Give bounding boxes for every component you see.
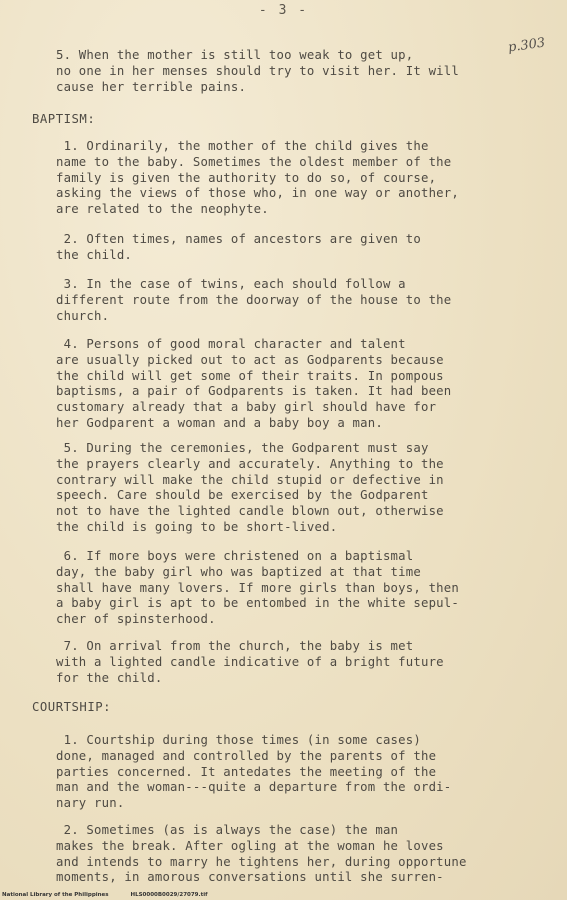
baptism-paragraph-4: 4. Persons of good moral character and talent are usually picked out to act as Godparents because the child will get some of their traits. In pompous baptisms, a pair of Godparents is taken. It had been customary already that a baby girl should have for her Godparent a woman and a baby boy a man. <box>56 337 452 430</box>
footer-library: National Library of the Philippines <box>2 892 109 898</box>
baptism-paragraph-7: 7. On arrival from the church, the baby is met with a lighted candle indicative of a bright future for the child. <box>56 639 444 685</box>
intro-paragraph-5: 5. When the mother is still too weak to get up, no one in her menses should try to visit her. It will cause her terrible pains. <box>56 48 459 94</box>
baptism-paragraph-1: 1. Ordinarily, the mother of the child gives the name to the baby. Sometimes the oldest member of the family is given the authority to do so, of course, asking the views of those who, in one way or another, are related to the neophyte. <box>56 139 459 217</box>
baptism-paragraph-5: 5. During the ceremonies, the Godparent must say the prayers clearly and accurately. Anything to the contrary will make the child stupid or defective in speech. Care should be exercised by the Godparent not to have the lighted candle blown out, otherwise the child is going to be short-lived. <box>56 441 444 534</box>
scan-footer <box>2 892 228 898</box>
courtship-paragraph-1: 1. Courtship during those times (in some cases) done, managed and controlled by the parents of the parties concerned. It antedates the meeting of the man and the woman---quite a departure from the ordi- nary run. <box>56 733 452 811</box>
baptism-paragraph-3: 3. In the case of twins, each should follow a different route from the doorway of the house to the church. <box>56 277 452 323</box>
page-number: - 3 - <box>258 3 309 18</box>
courtship-paragraph-2: 2. Sometimes (as is always the case) the man makes the break. After ogling at the woman he loves and intends to marry he tightens her, during opportune moments, in amorous conversations until she surren- <box>56 823 467 885</box>
baptism-heading: BAPTISM: <box>32 112 96 126</box>
handwritten-page-note: p.303 <box>507 35 547 56</box>
baptism-paragraph-6: 6. If more boys were christened on a baptismal day, the baby girl who was baptized at that time shall have many lovers. If more girls than boys, then a baby girl is apt to be entombed in the white sepul- cher of spinsterhood. <box>56 549 459 627</box>
courtship-heading: COURTSHIP: <box>32 700 112 714</box>
baptism-paragraph-2: 2. Often times, names of ancestors are given to the child. <box>56 232 421 262</box>
footer-file: HLS0000B0029/27079.tif <box>130 892 208 898</box>
